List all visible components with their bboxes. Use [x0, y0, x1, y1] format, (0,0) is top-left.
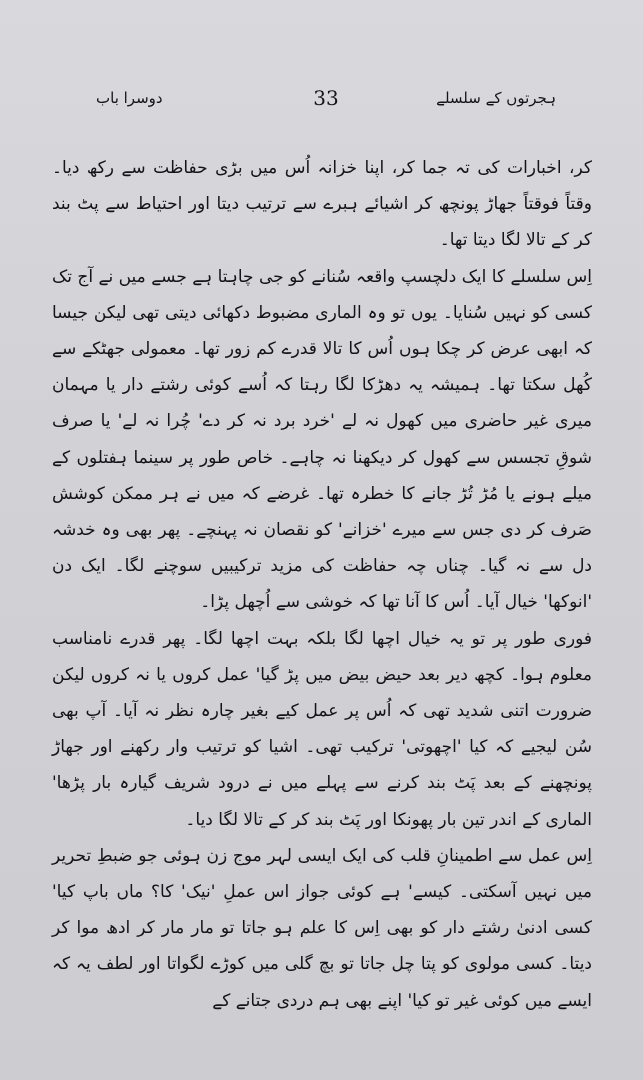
page-body [52, 150, 592, 1019]
book-title: ہجرتوں کے سلسلے [436, 89, 556, 107]
paragraph-2: اِس سلسلے کا ایک دلچسپ واقعہ سُنانے کو جی چاہتا ہے جسے میں نے آج تک کسی کو نہیں سُنایا۔ یوں تو وہ الماری مضبوط دکھائی دیتی تھی لیکن جیسا کہ ابھی عرض کر چکا ہوں اُس کا تالا قدرے کم زور تھا۔ معمولی جھٹکے سے کُھل سکتا تھا۔ ہمیشہ یہ دھڑکا لگا رہتا کہ اُسے کوئی رشتے دار یا مہمان میری غیر حاضری میں کھول نہ لے 'خرد برد نہ کر دے' چُرا نہ لے' یا صرف شوقِ تجسس سے کھول کر دیکھنا نہ چاہے۔ خاص طور پر سینما ہفتلوں کے میلے ہونے یا مُڑ تُڑ جانے کا خطرہ تھا۔ غرضے کہ میں نے ہر ممکن کوشش صَرف کر دی جس سے میرے 'خزانے' کو نقصان نہ پہنچے۔ پھر بھی وہ خدشہ دل سے نہ گیا۔ چناں چہ حفاظت کی مزید ترکیبیں سوچنے لگا۔ ایک دن 'انوکھا' خیال آیا۔ اُس کا آنا تھا کہ خوشی سے اُچھل پڑا۔ [52, 266, 592, 613]
page-number: 33 [313, 86, 339, 110]
paragraph-1: کر، اخبارات کی تہ جما کر، اپنا خزانہ اُس میں بڑی حفاظت سے رکھ دیا۔ وقتاً فوقتاً جھاڑ پونچھ کر اشیائے ہبرے سے ترتیب دیتا اور احتیاط سے پٹ بند کر کے تالا لگا دیتا تھا۔ [52, 158, 592, 251]
paragraph-4: اِس عمل سے اطمینانِ قلب کی ایک ایسی لہر موج زن ہوئی جو ضبطِ تحریر میں نہیں آسکتی۔ کیسے' ہے کوئی جواز اس عملِ 'نیک' کا؟ ماں باپ کیا' کسی ادنیٰ رشتے دار کو بھی اِس کا علم ہو جاتا تو مار مار کر ادھ موا کر دیتا۔ کسی مولوی کو پتا چل جاتا تو بچ گلی میں کوڑے لگواتا اور لطف یہ کہ ایسے میں کوئی غیر تو کیا' اپنے بھی ہم دردی جتانے کے [52, 845, 592, 1011]
chapter-label: دوسرا باب [96, 89, 163, 107]
paragraph-3: فوری طور پر تو یہ خیال اچھا لگا بلکہ بہت اچھا لگا۔ پھر قدرے نامناسب معلوم ہوا۔ کچھ دیر بعد حیض بیض میں پڑ گیا' عمل کروں یا نہ کروں لیکن ضرورت اتنی شدید تھی کہ اُس پر عمل کیے بغیر چارہ نظر نہ آیا۔ آپ بھی سُن لیجیے کہ کیا 'اچھوتی' ترکیب تھی۔ اشیا کو ترتیب وار رکھنے اور جھاڑ پونچھنے کے بعد پَٹ بند کرنے سے پہلے میں نے درود شریف گیارہ بار پڑھا' الماری کے اندر تین بار پھونکا اور پَٹ بند کر کے تالا لگا دیا۔ [52, 628, 592, 830]
running-header [96, 84, 556, 112]
